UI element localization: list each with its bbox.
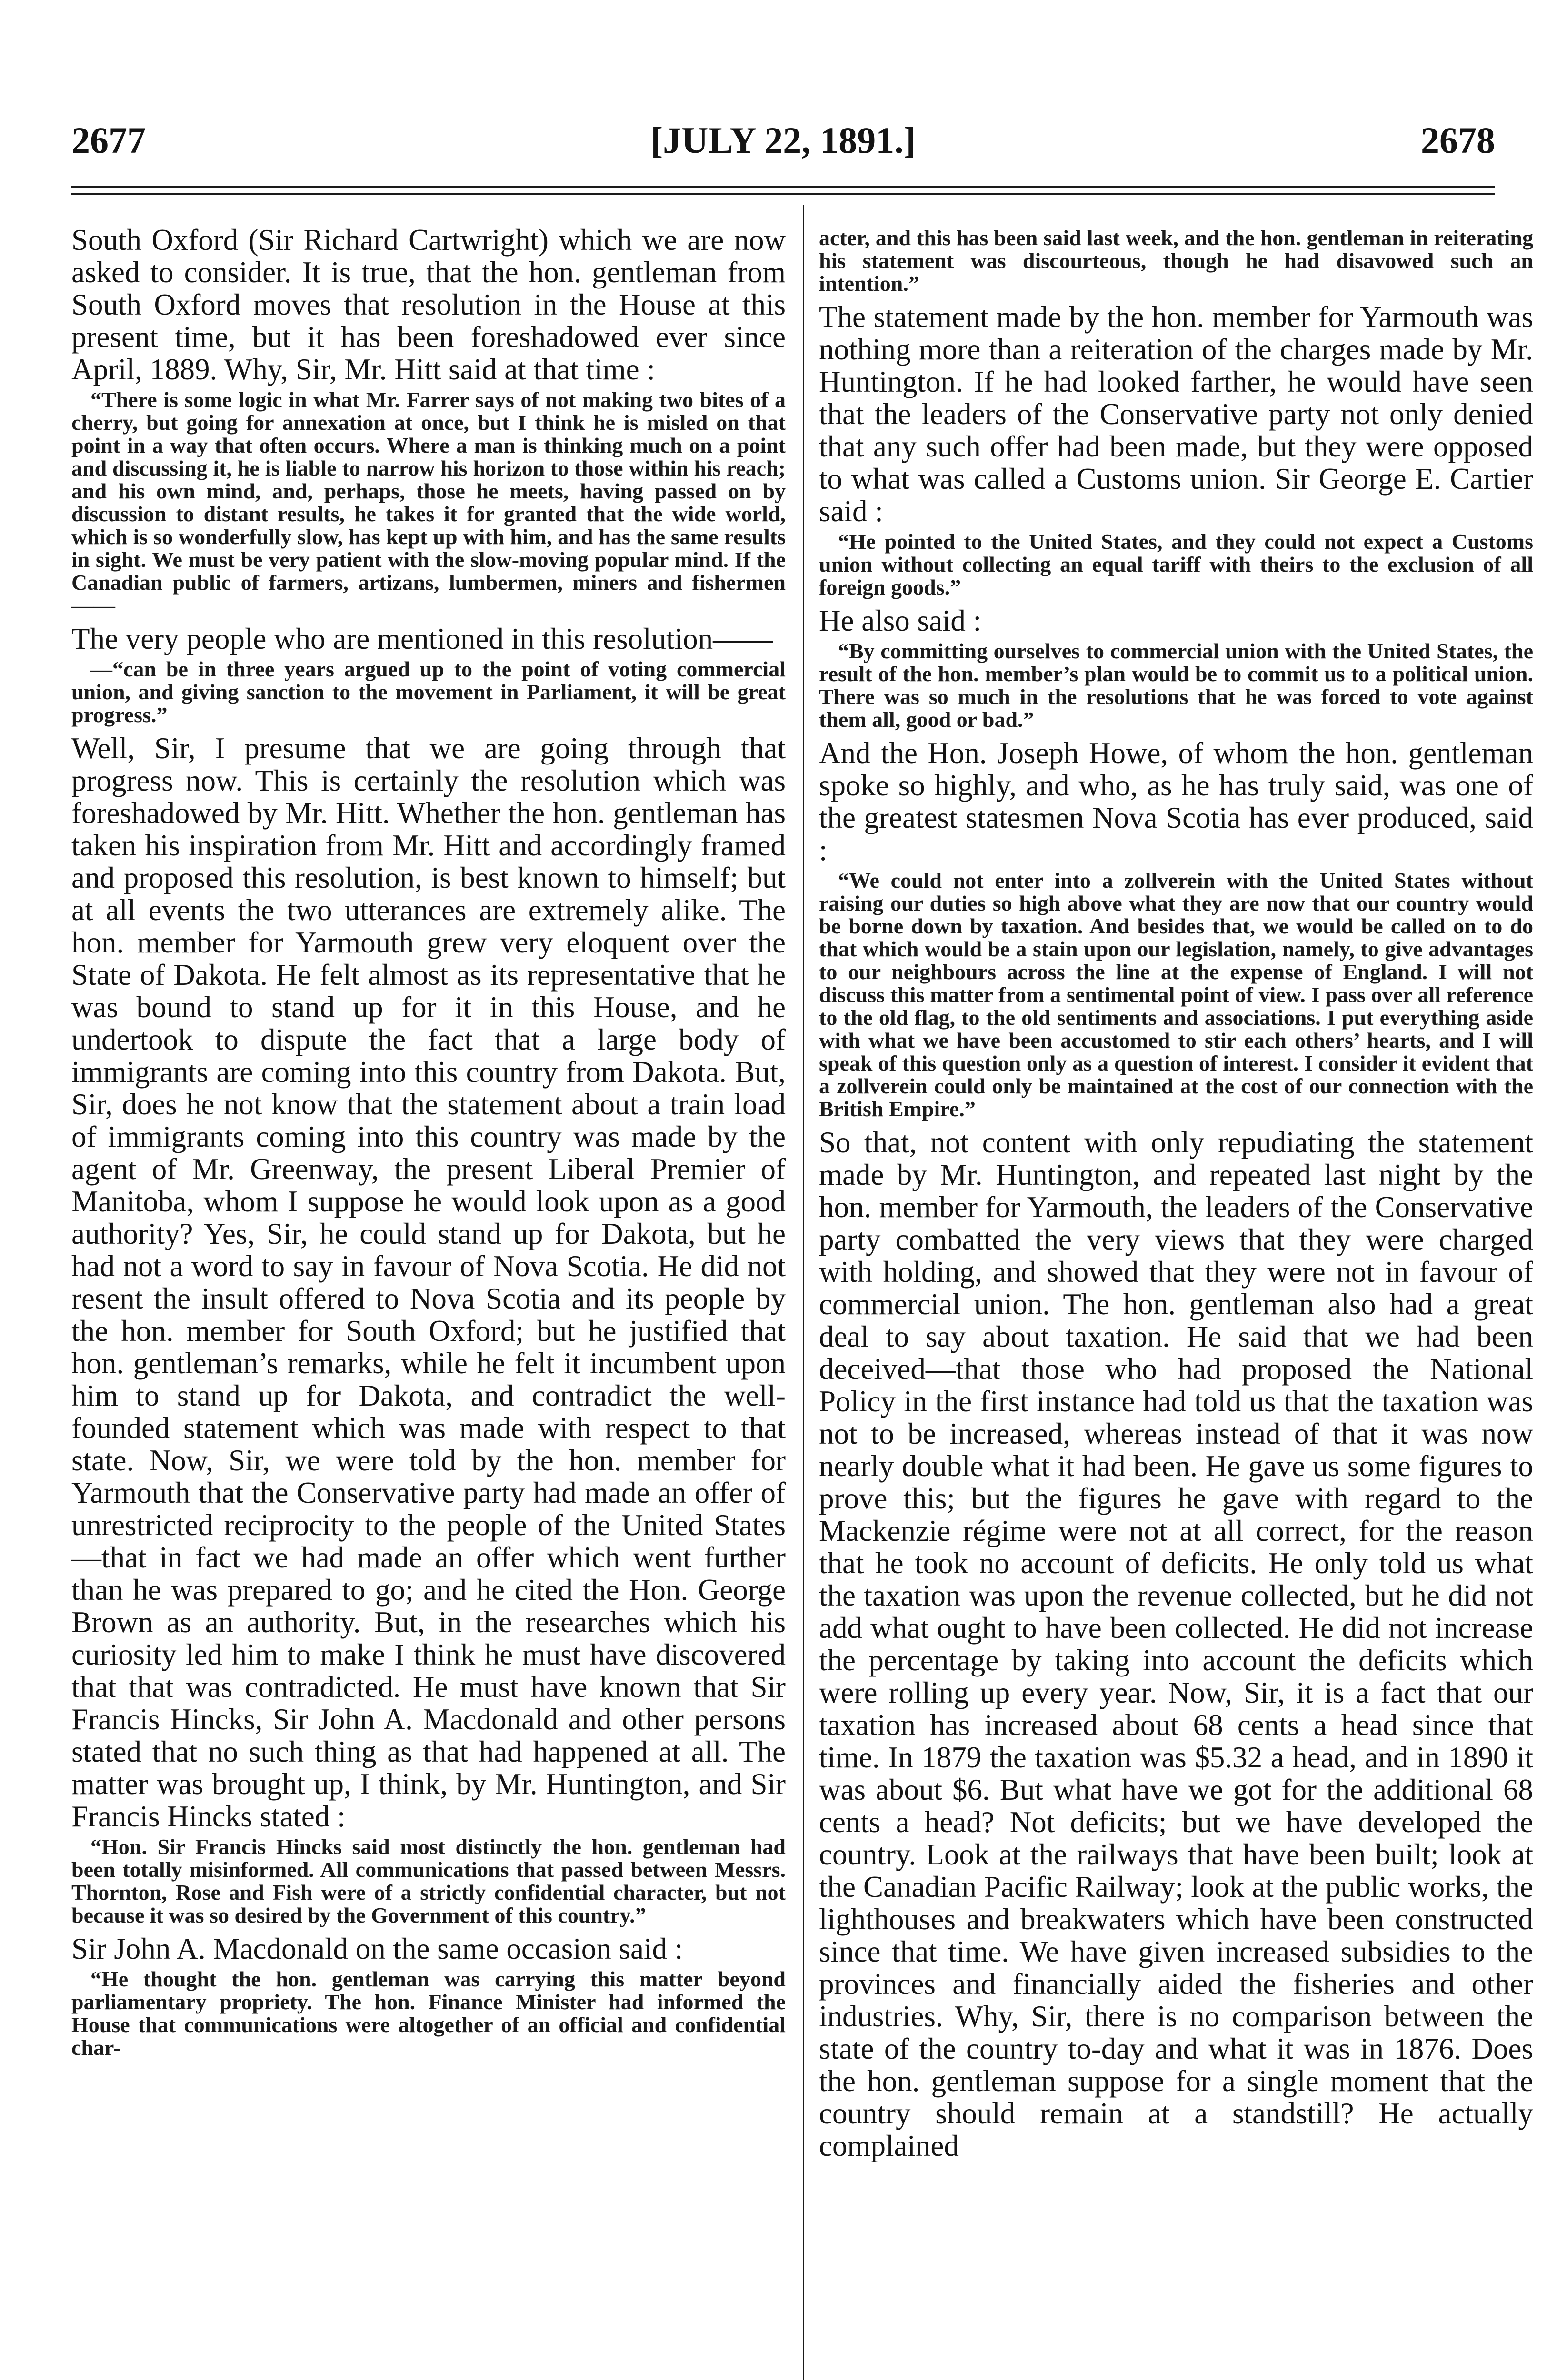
- paragraph: He also said :: [819, 604, 982, 637]
- paragraph: Well, Sir, I presume that we are going through that progress now. This is certainly the resolution which was foreshadowed by Mr. Hitt. Whether the hon. gentleman has taken his inspiration from Mr. Hitt and accordingly framed and proposed this resolution, is best known to himself; but at all events the two utterances are extremely alike. The hon. member for Yarmouth grew very eloquent over the State of Dakota. He felt almost as its representative that he was bound to stand up for it in this House, and he undertook to dispute the fact that a large body of immigrants are coming into this country from Dakota. But, Sir, does he not know that the statement about a train load of immigrants coming into this country was made by the agent of Mr. Greenway, the present Liberal Premier of Manitoba, whom I suppose he would look upon as a good authority? Yes, Sir, he could stand up for Dakota, but he had not a word to say in favour of Nova Scotia. He did not resent the insult offered to Nova Scotia and its people by the hon. member for South Oxford; but he justified that hon. gentleman’s remarks, while he felt it incumbent upon him to stand up for Dakota, and contradict the well-founded statement which was made with respect to that state. Now, Sir, we were told by the hon. member for Yarmouth that the Conservative party had made an offer of unrestricted reciprocity to the people of the United States—that in fact we had made an offer which went further than he was prepared to go; and he cited the Hon. George Brown as an authority. But, in the researches which his curiosity led him to make I think he must have discovered that that was contradicted. He must have known that Sir Francis Hincks, Sir John A. Macdonald and other persons stated that no such thing as that had happened at all. The matter was brought up, I think, by Mr. Huntington, and Sir Francis Hincks stated :: [71, 732, 786, 1833]
- page-header: [71, 114, 1495, 167]
- paragraph: South Oxford (Sir Richard Cartwright) which we are now asked to consider. It is true, that the hon. gentleman from South Oxford moves that resolution in the House at this present time, but it has been foreshadowed ever since April, 1889. Why, Sir, Mr. Hitt said at that time :: [71, 223, 786, 386]
- header-rule-thick: [71, 186, 1495, 188]
- page-number-left: 2677: [71, 119, 146, 161]
- quotation: “There is some logic in what Mr. Farrer says of not making two bites of a cherry, but going for annexation at once, but I think he is misled on that point in a way that often occurs. Where a man is thinking much on a point and discussing it, he is liable to narrow his horizon to those within his reach; and his own mind, and, perhaps, those he meets, having passed on by discussion to distant results, he takes it for granted that the wide world, which is so wonderfully slow, has kept up with him, and has the same results in sight. We must be very patient with the slow-moving popular mind. If the Canadian public of farmers, artizans, lumbermen, miners and fishermen——: [71, 387, 786, 617]
- page-date: [JULY 22, 1891.]: [650, 119, 916, 161]
- paragraph: And the Hon. Joseph Howe, of whom the hon. gentleman spoke so highly, and who, as he has truly said, was one of the greatest statesmen Nova Scotia has ever produced, said :: [819, 736, 1533, 867]
- paragraph: The statement made by the hon. member for Yarmouth was nothing more than a reiteration of the charges made by Mr. Huntington. If he had looked farther, he would have seen that the leaders of the Conservative party not only denied that any such offer had been made, but they were opposed to what was called a Customs union. Sir George E. Cartier said :: [819, 300, 1533, 528]
- paragraph: So that, not content with only repudiating the statement made by Mr. Huntington, and repeated last night by the hon. member for Yarmouth, the leaders of the Conservative party combatted the very views that they were charged with holding, and showed that they were not in favour of commercial union. The hon. gentleman also had a great deal to say about taxation. He said that we had been deceived—that those who had proposed the National Policy in the first instance had told us that the taxation was not to be increased, whereas instead of that it was now nearly double what it had been. He gave us some figures to prove this; but the figures he gave with regard to the Mackenzie régime were not at all correct, for the reason that he took no account of deficits. He only told us what the taxation was upon the revenue collected, but he did not add what ought to have been collected. He did not increase the percentage by taking into account the deficits which were rolling up every year. Now, Sir, it is a fact that our taxation has increased about 68 cents a head since that time. In 1879 the taxation was $5.32 a head, and in 1890 it was about $6. But what have we got for the additional 68 cents a head? Not deficits; but we have developed the country. Look at the railways that have been built; look at the Canadian Pacific Railway; look at the public works, the lighthouses and breakwaters which have been constructed since that time. We have given increased subsidies to the provinces and financially aided the fisheries and other industries. Why, Sir, there is no comparison between the state of the country to-day and what it was in 1876. Does the hon. gentleman suppose for a single moment that the country should remain at a standstill? He actually complained: [819, 1126, 1533, 2162]
- quotation: —“can be in three years argued up to the point of voting commercial union, and giving sanction to the movement in Parliament, it will be great progress.”: [71, 657, 786, 727]
- quotation: acter, and this has been said last week, and the hon. gentleman in reiterating his statement was discourteous, though he had disavowed such an intention.”: [819, 226, 1533, 296]
- paragraph: Sir John A. Macdonald on the same occasion said :: [71, 1932, 683, 1965]
- quotation: “By committing ourselves to commercial union with the United States, the result of the hon. member’s plan would be to commit us to a political union. There was so much in the resolutions that he was forced to vote against them all, good or bad.”: [819, 639, 1533, 732]
- column-divider: [803, 205, 804, 2380]
- quotation: “He thought the hon. gentleman was carrying this matter beyond parliamentary propriety. The hon. Finance Minister had informed the House that communications were altogether of an official and confidential char-: [71, 1967, 786, 2060]
- quotation: “He pointed to the United States, and they could not expect a Customs union without collecting an equal tariff with theirs to the exclusion of all foreign goods.”: [819, 529, 1533, 599]
- page-number-right: 2678: [1421, 119, 1495, 161]
- quotation: “Hon. Sir Francis Hincks said most distinctly the hon. gentleman had been totally misinformed. All communications that passed between Messrs. Thornton, Rose and Fish were of a strictly confidential character, but not because it was so desired by the Government of this country.”: [71, 1835, 786, 1927]
- paragraph: The very people who are mentioned in this resolution——: [71, 622, 773, 655]
- quotation: “We could not enter into a zollverein with the United States without raising our duties so high above what they are now that our country would be borne down by taxation. And besides that, we would be called on to do that which would be a stain upon our legislation, namely, to give advantages to our neighbours across the line at the expense of England. I will not discuss this matter from a sentimental point of view. I pass over all reference to the old flag, to the old sentiments and associations. I put everything aside with what we have been accustomed to stir each others’ hearts, and I will speak of this question only as a question of interest. I consider it evident that a zollverein could only be maintained at the cost of our connection with the British Empire.”: [819, 868, 1533, 1121]
- header-rule-thin: [71, 193, 1495, 195]
- right-column: [819, 224, 1533, 2162]
- left-column: [71, 224, 786, 2065]
